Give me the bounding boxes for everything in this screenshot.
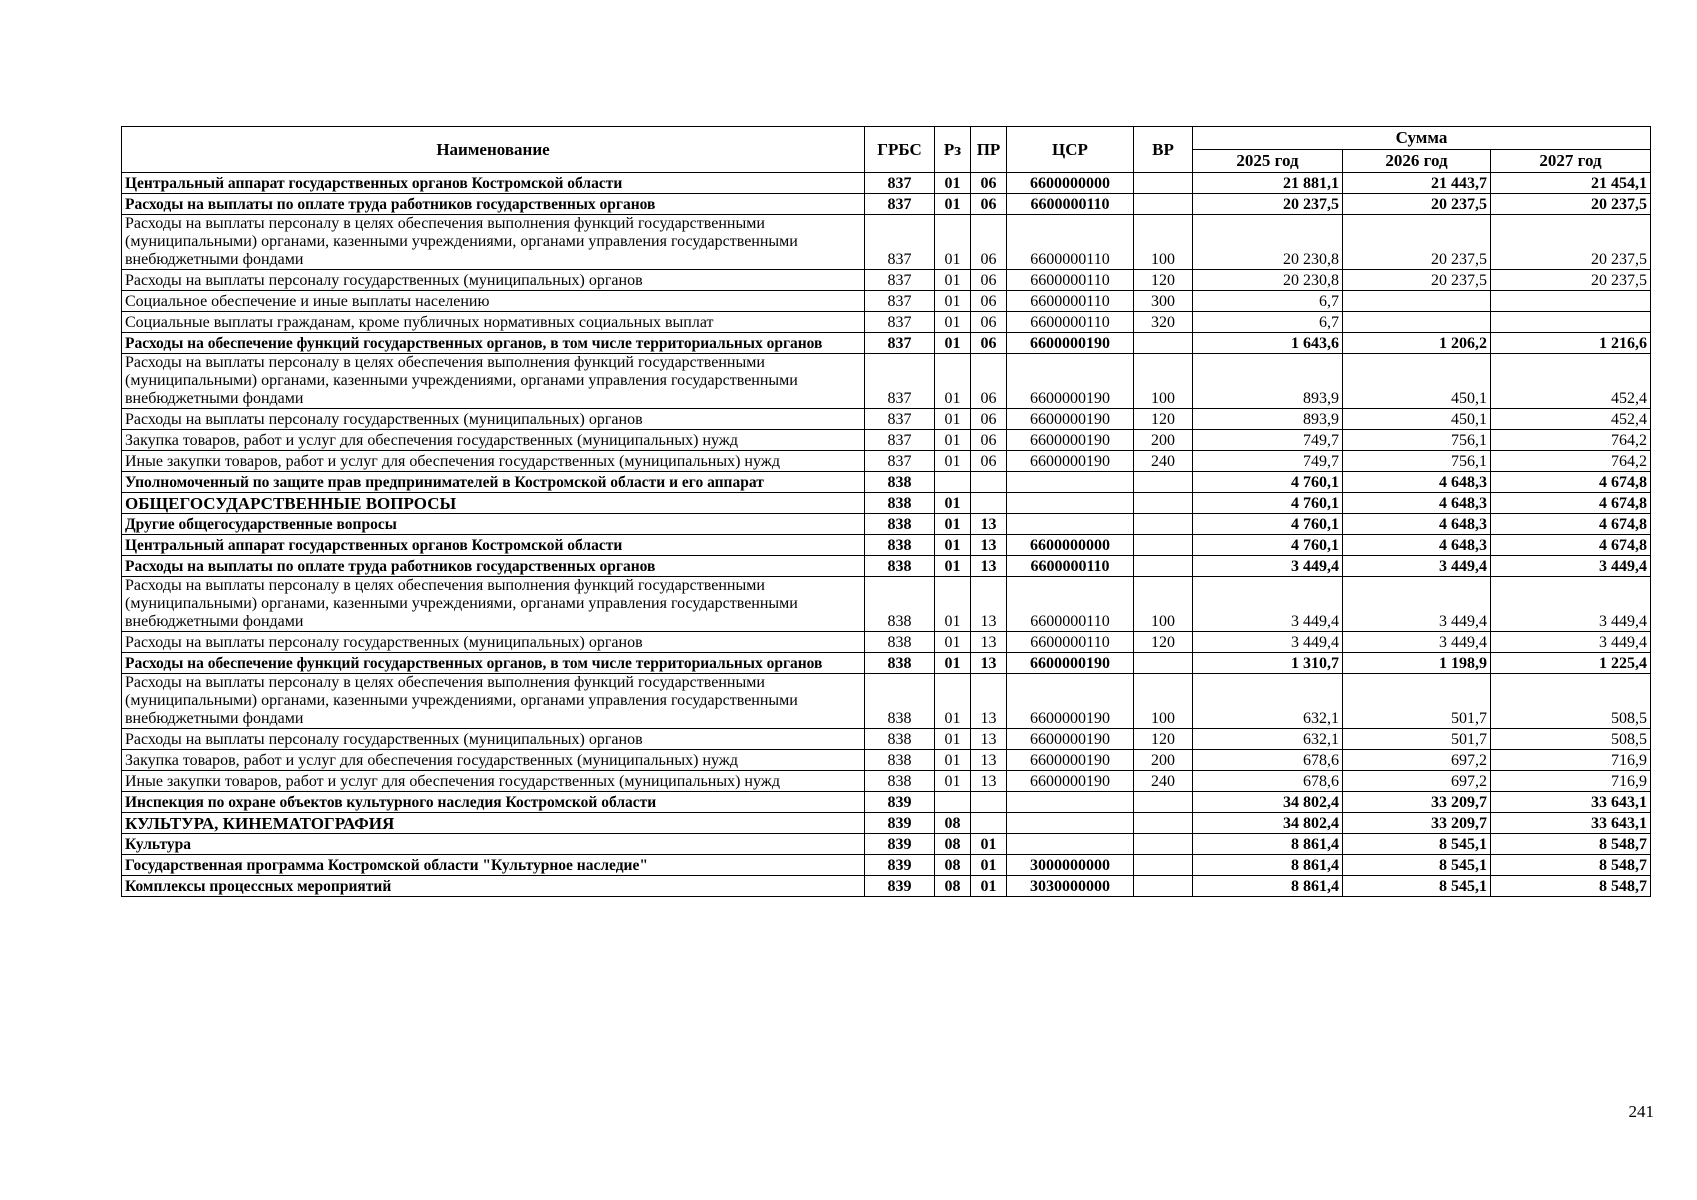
cell-csr: 6600000190 xyxy=(1007,729,1134,750)
header-sum: Сумма xyxy=(1193,127,1651,150)
table-row xyxy=(122,577,1651,632)
header-pr: ПР xyxy=(971,127,1007,173)
cell-grbs: 838 xyxy=(865,771,935,792)
cell-grbs: 837 xyxy=(865,194,935,215)
cell-sum-2025: 6,7 xyxy=(1193,291,1343,312)
cell-pr: 06 xyxy=(971,430,1007,451)
cell-csr: 6600000190 xyxy=(1007,333,1134,354)
cell-grbs: 837 xyxy=(865,430,935,451)
cell-pr: 06 xyxy=(971,333,1007,354)
cell-vr xyxy=(1134,556,1193,577)
cell-vr xyxy=(1134,493,1193,514)
cell-name: Другие общегосударственные вопросы xyxy=(122,514,865,535)
table-row xyxy=(122,451,1651,472)
cell-csr: 6600000110 xyxy=(1007,556,1134,577)
cell-rz: 01 xyxy=(935,577,971,632)
cell-rz: 01 xyxy=(935,354,971,409)
cell-name: Расходы на обеспечение функций государственных органов, в том числе территориальных органов xyxy=(122,653,865,674)
cell-csr: 6600000190 xyxy=(1007,409,1134,430)
cell-sum-2026: 450,1 xyxy=(1343,354,1491,409)
cell-sum-2025: 1 310,7 xyxy=(1193,653,1343,674)
cell-sum-2025: 34 802,4 xyxy=(1193,813,1343,834)
cell-sum-2027: 716,9 xyxy=(1491,750,1651,771)
cell-vr: 100 xyxy=(1134,215,1193,270)
cell-grbs: 837 xyxy=(865,333,935,354)
cell-sum-2025: 20 237,5 xyxy=(1193,194,1343,215)
cell-sum-2025: 632,1 xyxy=(1193,729,1343,750)
cell-sum-2027: 8 548,7 xyxy=(1491,876,1651,897)
cell-csr: 6600000190 xyxy=(1007,430,1134,451)
page-number: 241 xyxy=(1628,1102,1654,1121)
cell-sum-2027: 764,2 xyxy=(1491,430,1651,451)
cell-csr: 6600000000 xyxy=(1007,173,1134,194)
cell-pr: 13 xyxy=(971,729,1007,750)
cell-sum-2026: 3 449,4 xyxy=(1343,577,1491,632)
cell-pr xyxy=(971,813,1007,834)
cell-vr xyxy=(1134,813,1193,834)
cell-sum-2025: 893,9 xyxy=(1193,409,1343,430)
cell-sum-2026: 501,7 xyxy=(1343,729,1491,750)
cell-name: Социальные выплаты гражданам, кроме публичных нормативных социальных выплат xyxy=(122,312,865,333)
cell-vr xyxy=(1134,834,1193,855)
table-row xyxy=(122,813,1651,834)
cell-sum-2027: 4 674,8 xyxy=(1491,535,1651,556)
cell-sum-2027: 1 225,4 xyxy=(1491,653,1651,674)
cell-sum-2026: 450,1 xyxy=(1343,409,1491,430)
cell-sum-2027: 764,2 xyxy=(1491,451,1651,472)
cell-rz: 01 xyxy=(935,270,971,291)
cell-grbs: 838 xyxy=(865,729,935,750)
cell-csr: 6600000190 xyxy=(1007,771,1134,792)
cell-sum-2026: 8 545,1 xyxy=(1343,834,1491,855)
cell-pr: 06 xyxy=(971,194,1007,215)
cell-rz xyxy=(935,472,971,493)
cell-name: Расходы на выплаты персоналу государственных (муниципальных) органов xyxy=(122,632,865,653)
cell-grbs: 837 xyxy=(865,215,935,270)
cell-csr: 6600000190 xyxy=(1007,354,1134,409)
cell-sum-2027: 716,9 xyxy=(1491,771,1651,792)
cell-sum-2026: 33 209,7 xyxy=(1343,792,1491,813)
cell-sum-2025: 749,7 xyxy=(1193,451,1343,472)
cell-grbs: 837 xyxy=(865,270,935,291)
cell-sum-2027: 20 237,5 xyxy=(1491,194,1651,215)
cell-pr xyxy=(971,792,1007,813)
header-csr: ЦСР xyxy=(1007,127,1134,173)
cell-vr xyxy=(1134,653,1193,674)
cell-rz: 01 xyxy=(935,451,971,472)
cell-csr: 6600000110 xyxy=(1007,577,1134,632)
cell-name: Расходы на выплаты персоналу государственных (муниципальных) органов xyxy=(122,729,865,750)
cell-csr: 6600000110 xyxy=(1007,291,1134,312)
table-row xyxy=(122,493,1651,514)
cell-vr: 300 xyxy=(1134,291,1193,312)
table-row xyxy=(122,535,1651,556)
cell-sum-2026 xyxy=(1343,312,1491,333)
cell-sum-2025: 4 760,1 xyxy=(1193,472,1343,493)
cell-grbs: 837 xyxy=(865,409,935,430)
cell-pr: 13 xyxy=(971,632,1007,653)
cell-csr: 3030000000 xyxy=(1007,876,1134,897)
cell-sum-2026: 756,1 xyxy=(1343,451,1491,472)
cell-pr: 13 xyxy=(971,653,1007,674)
cell-vr: 320 xyxy=(1134,312,1193,333)
cell-sum-2027: 4 674,8 xyxy=(1491,472,1651,493)
cell-sum-2027: 21 454,1 xyxy=(1491,173,1651,194)
cell-rz: 01 xyxy=(935,632,971,653)
cell-grbs: 839 xyxy=(865,813,935,834)
cell-sum-2026: 20 237,5 xyxy=(1343,194,1491,215)
cell-rz: 01 xyxy=(935,653,971,674)
cell-name: Социальное обеспечение и иные выплаты населению xyxy=(122,291,865,312)
cell-pr: 06 xyxy=(971,270,1007,291)
table-row xyxy=(122,771,1651,792)
cell-sum-2026: 4 648,3 xyxy=(1343,493,1491,514)
cell-csr: 6600000190 xyxy=(1007,451,1134,472)
cell-sum-2027: 33 643,1 xyxy=(1491,792,1651,813)
table-row xyxy=(122,750,1651,771)
cell-name: Уполномоченный по защите прав предпринимателей в Костромской области и его аппарат xyxy=(122,472,865,493)
cell-rz: 01 xyxy=(935,173,971,194)
cell-sum-2027: 8 548,7 xyxy=(1491,855,1651,876)
cell-rz: 08 xyxy=(935,855,971,876)
cell-rz: 01 xyxy=(935,409,971,430)
cell-sum-2025: 4 760,1 xyxy=(1193,493,1343,514)
cell-pr: 01 xyxy=(971,855,1007,876)
cell-pr: 06 xyxy=(971,312,1007,333)
cell-pr: 13 xyxy=(971,577,1007,632)
table-row xyxy=(122,215,1651,270)
cell-csr xyxy=(1007,472,1134,493)
cell-vr: 200 xyxy=(1134,750,1193,771)
cell-sum-2025: 8 861,4 xyxy=(1193,855,1343,876)
cell-csr: 6600000110 xyxy=(1007,270,1134,291)
table-row xyxy=(122,653,1651,674)
cell-sum-2027 xyxy=(1491,291,1651,312)
cell-rz: 01 xyxy=(935,493,971,514)
cell-grbs: 838 xyxy=(865,472,935,493)
cell-sum-2025: 1 643,6 xyxy=(1193,333,1343,354)
cell-vr xyxy=(1134,333,1193,354)
cell-csr xyxy=(1007,834,1134,855)
cell-pr: 06 xyxy=(971,409,1007,430)
cell-name: Расходы на обеспечение функций государственных органов, в том числе территориальных органов xyxy=(122,333,865,354)
cell-grbs: 838 xyxy=(865,577,935,632)
cell-sum-2025: 6,7 xyxy=(1193,312,1343,333)
cell-csr xyxy=(1007,514,1134,535)
cell-sum-2027: 508,5 xyxy=(1491,729,1651,750)
cell-csr: 6600000110 xyxy=(1007,194,1134,215)
cell-pr: 13 xyxy=(971,535,1007,556)
cell-sum-2025: 4 760,1 xyxy=(1193,514,1343,535)
cell-sum-2027: 3 449,4 xyxy=(1491,556,1651,577)
cell-csr: 3000000000 xyxy=(1007,855,1134,876)
cell-grbs: 839 xyxy=(865,792,935,813)
cell-csr xyxy=(1007,813,1134,834)
cell-sum-2026: 697,2 xyxy=(1343,750,1491,771)
cell-grbs: 838 xyxy=(865,493,935,514)
cell-sum-2026: 697,2 xyxy=(1343,771,1491,792)
cell-sum-2026: 501,7 xyxy=(1343,674,1491,729)
cell-name: Расходы на выплаты персоналу государственных (муниципальных) органов xyxy=(122,409,865,430)
cell-name: Государственная программа Костромской области "Культурное наследие" xyxy=(122,855,865,876)
cell-sum-2027: 4 674,8 xyxy=(1491,493,1651,514)
cell-name: Центральный аппарат государственных органов Костромской области xyxy=(122,535,865,556)
table-row xyxy=(122,632,1651,653)
cell-name: Комплексы процессных мероприятий xyxy=(122,876,865,897)
cell-grbs: 837 xyxy=(865,451,935,472)
cell-rz: 08 xyxy=(935,813,971,834)
cell-vr: 100 xyxy=(1134,577,1193,632)
cell-sum-2027: 3 449,4 xyxy=(1491,577,1651,632)
cell-vr: 100 xyxy=(1134,354,1193,409)
cell-pr: 01 xyxy=(971,834,1007,855)
cell-sum-2026: 21 443,7 xyxy=(1343,173,1491,194)
table-row xyxy=(122,834,1651,855)
cell-vr xyxy=(1134,173,1193,194)
cell-rz: 01 xyxy=(935,750,971,771)
header-name: Наименование xyxy=(122,127,865,173)
cell-sum-2025: 34 802,4 xyxy=(1193,792,1343,813)
cell-name: Расходы на выплаты по оплате труда работников государственных органов xyxy=(122,194,865,215)
table-row xyxy=(122,674,1651,729)
cell-sum-2025: 8 861,4 xyxy=(1193,834,1343,855)
cell-sum-2026: 4 648,3 xyxy=(1343,514,1491,535)
cell-sum-2027: 20 237,5 xyxy=(1491,215,1651,270)
cell-sum-2025: 3 449,4 xyxy=(1193,632,1343,653)
cell-name: Инспекция по охране объектов культурного наследия Костромской области xyxy=(122,792,865,813)
cell-sum-2025: 749,7 xyxy=(1193,430,1343,451)
cell-sum-2025: 3 449,4 xyxy=(1193,556,1343,577)
cell-rz: 01 xyxy=(935,729,971,750)
cell-grbs: 837 xyxy=(865,173,935,194)
cell-grbs: 838 xyxy=(865,632,935,653)
cell-sum-2027: 33 643,1 xyxy=(1491,813,1651,834)
cell-sum-2025: 21 881,1 xyxy=(1193,173,1343,194)
cell-rz: 08 xyxy=(935,834,971,855)
cell-rz: 01 xyxy=(935,771,971,792)
table-row xyxy=(122,472,1651,493)
cell-sum-2025: 678,6 xyxy=(1193,771,1343,792)
header-year-2026: 2026 год xyxy=(1343,150,1491,173)
table-row xyxy=(122,291,1651,312)
cell-grbs: 837 xyxy=(865,354,935,409)
table-header xyxy=(122,127,1651,173)
cell-grbs: 839 xyxy=(865,834,935,855)
cell-sum-2025: 8 861,4 xyxy=(1193,876,1343,897)
cell-sum-2025: 20 230,8 xyxy=(1193,215,1343,270)
cell-sum-2026: 8 545,1 xyxy=(1343,855,1491,876)
table-row xyxy=(122,855,1651,876)
cell-vr xyxy=(1134,876,1193,897)
cell-pr: 13 xyxy=(971,771,1007,792)
cell-vr xyxy=(1134,535,1193,556)
cell-rz: 01 xyxy=(935,194,971,215)
cell-sum-2026: 1 198,9 xyxy=(1343,653,1491,674)
header-vr: ВР xyxy=(1134,127,1193,173)
cell-sum-2026: 4 648,3 xyxy=(1343,472,1491,493)
header-grbs: ГРБС xyxy=(865,127,935,173)
cell-grbs: 838 xyxy=(865,653,935,674)
table-body xyxy=(122,173,1651,897)
cell-csr: 6600000000 xyxy=(1007,535,1134,556)
table-row xyxy=(122,729,1651,750)
cell-vr xyxy=(1134,855,1193,876)
cell-rz xyxy=(935,792,971,813)
cell-rz: 01 xyxy=(935,556,971,577)
table-row xyxy=(122,333,1651,354)
cell-csr: 6600000190 xyxy=(1007,674,1134,729)
cell-name: Культура xyxy=(122,834,865,855)
table-row xyxy=(122,430,1651,451)
cell-vr: 240 xyxy=(1134,451,1193,472)
cell-sum-2027: 452,4 xyxy=(1491,354,1651,409)
cell-pr: 13 xyxy=(971,514,1007,535)
cell-rz: 01 xyxy=(935,215,971,270)
cell-vr xyxy=(1134,472,1193,493)
table-row xyxy=(122,792,1651,813)
cell-vr: 100 xyxy=(1134,674,1193,729)
cell-sum-2025: 893,9 xyxy=(1193,354,1343,409)
cell-vr: 120 xyxy=(1134,409,1193,430)
cell-sum-2025: 678,6 xyxy=(1193,750,1343,771)
cell-sum-2026: 33 209,7 xyxy=(1343,813,1491,834)
cell-sum-2027 xyxy=(1491,312,1651,333)
cell-pr xyxy=(971,472,1007,493)
cell-sum-2027: 508,5 xyxy=(1491,674,1651,729)
table-row xyxy=(122,556,1651,577)
cell-pr: 13 xyxy=(971,674,1007,729)
cell-name: Расходы на выплаты персоналу в целях обеспечения выполнения функций государственными (муниципальными) органами, казенными учреждениями, органами управления государственными внебюджетными фондами xyxy=(122,215,865,270)
cell-name: ОБЩЕГОСУДАРСТВЕННЫЕ ВОПРОСЫ xyxy=(122,493,865,514)
cell-name: Расходы на выплаты персоналу в целях обеспечения выполнения функций государственными (муниципальными) органами, казенными учреждениями, органами управления государственными внебюджетными фондами xyxy=(122,354,865,409)
cell-vr: 240 xyxy=(1134,771,1193,792)
cell-grbs: 838 xyxy=(865,556,935,577)
cell-name: Расходы на выплаты персоналу государственных (муниципальных) органов xyxy=(122,270,865,291)
header-year-2027: 2027 год xyxy=(1491,150,1651,173)
cell-sum-2026: 1 206,2 xyxy=(1343,333,1491,354)
table-row xyxy=(122,514,1651,535)
cell-grbs: 837 xyxy=(865,291,935,312)
cell-sum-2027: 452,4 xyxy=(1491,409,1651,430)
cell-vr: 120 xyxy=(1134,729,1193,750)
cell-grbs: 839 xyxy=(865,855,935,876)
cell-sum-2026: 756,1 xyxy=(1343,430,1491,451)
table-row xyxy=(122,270,1651,291)
cell-vr: 120 xyxy=(1134,270,1193,291)
cell-vr xyxy=(1134,514,1193,535)
cell-csr: 6600000110 xyxy=(1007,632,1134,653)
cell-pr: 06 xyxy=(971,215,1007,270)
cell-sum-2026: 3 449,4 xyxy=(1343,556,1491,577)
cell-rz: 01 xyxy=(935,535,971,556)
cell-pr: 13 xyxy=(971,750,1007,771)
table-row xyxy=(122,312,1651,333)
cell-sum-2026 xyxy=(1343,291,1491,312)
cell-sum-2025: 4 760,1 xyxy=(1193,535,1343,556)
cell-vr: 200 xyxy=(1134,430,1193,451)
cell-sum-2027: 3 449,4 xyxy=(1491,632,1651,653)
cell-csr xyxy=(1007,493,1134,514)
budget-table xyxy=(121,126,1651,897)
cell-csr: 6600000190 xyxy=(1007,653,1134,674)
cell-csr: 6600000110 xyxy=(1007,312,1134,333)
header-rz: Рз xyxy=(935,127,971,173)
cell-grbs: 838 xyxy=(865,535,935,556)
cell-name: Расходы на выплаты персоналу в целях обеспечения выполнения функций государственными (муниципальными) органами, казенными учреждениями, органами управления государственными внебюджетными фондами xyxy=(122,674,865,729)
table-row xyxy=(122,173,1651,194)
cell-csr: 6600000110 xyxy=(1007,215,1134,270)
cell-pr xyxy=(971,493,1007,514)
cell-sum-2027: 20 237,5 xyxy=(1491,270,1651,291)
cell-rz: 08 xyxy=(935,876,971,897)
cell-grbs: 839 xyxy=(865,876,935,897)
cell-name: Закупка товаров, работ и услуг для обеспечения государственных (муниципальных) нужд xyxy=(122,430,865,451)
cell-rz: 01 xyxy=(935,674,971,729)
cell-sum-2026: 8 545,1 xyxy=(1343,876,1491,897)
cell-sum-2026: 4 648,3 xyxy=(1343,535,1491,556)
cell-vr xyxy=(1134,792,1193,813)
cell-name: Расходы на выплаты по оплате труда работников государственных органов xyxy=(122,556,865,577)
cell-grbs: 838 xyxy=(865,674,935,729)
table-row xyxy=(122,194,1651,215)
cell-csr xyxy=(1007,792,1134,813)
cell-name: Иные закупки товаров, работ и услуг для обеспечения государственных (муниципальных) нужд xyxy=(122,451,865,472)
cell-sum-2025: 632,1 xyxy=(1193,674,1343,729)
cell-rz: 01 xyxy=(935,514,971,535)
cell-rz: 01 xyxy=(935,333,971,354)
cell-vr: 120 xyxy=(1134,632,1193,653)
cell-sum-2025: 3 449,4 xyxy=(1193,577,1343,632)
cell-rz: 01 xyxy=(935,291,971,312)
cell-grbs: 837 xyxy=(865,312,935,333)
header-year-2025: 2025 год xyxy=(1193,150,1343,173)
cell-sum-2027: 1 216,6 xyxy=(1491,333,1651,354)
cell-csr: 6600000190 xyxy=(1007,750,1134,771)
cell-pr: 06 xyxy=(971,354,1007,409)
table-row xyxy=(122,354,1651,409)
cell-sum-2026: 3 449,4 xyxy=(1343,632,1491,653)
cell-pr: 06 xyxy=(971,291,1007,312)
cell-sum-2025: 20 230,8 xyxy=(1193,270,1343,291)
cell-pr: 13 xyxy=(971,556,1007,577)
cell-name: КУЛЬТУРА, КИНЕМАТОГРАФИЯ xyxy=(122,813,865,834)
cell-rz: 01 xyxy=(935,430,971,451)
cell-grbs: 838 xyxy=(865,750,935,771)
cell-name: Расходы на выплаты персоналу в целях обеспечения выполнения функций государственными (муниципальными) органами, казенными учреждениями, органами управления государственными внебюджетными фондами xyxy=(122,577,865,632)
cell-rz: 01 xyxy=(935,312,971,333)
cell-sum-2026: 20 237,5 xyxy=(1343,270,1491,291)
cell-sum-2026: 20 237,5 xyxy=(1343,215,1491,270)
cell-name: Центральный аппарат государственных органов Костромской области xyxy=(122,173,865,194)
cell-sum-2027: 8 548,7 xyxy=(1491,834,1651,855)
cell-pr: 06 xyxy=(971,451,1007,472)
cell-sum-2027: 4 674,8 xyxy=(1491,514,1651,535)
table-row xyxy=(122,409,1651,430)
cell-vr xyxy=(1134,194,1193,215)
table-row xyxy=(122,876,1651,897)
cell-name: Иные закупки товаров, работ и услуг для обеспечения государственных (муниципальных) нужд xyxy=(122,771,865,792)
cell-name: Закупка товаров, работ и услуг для обеспечения государственных (муниципальных) нужд xyxy=(122,750,865,771)
cell-pr: 06 xyxy=(971,173,1007,194)
cell-pr: 01 xyxy=(971,876,1007,897)
cell-grbs: 838 xyxy=(865,514,935,535)
